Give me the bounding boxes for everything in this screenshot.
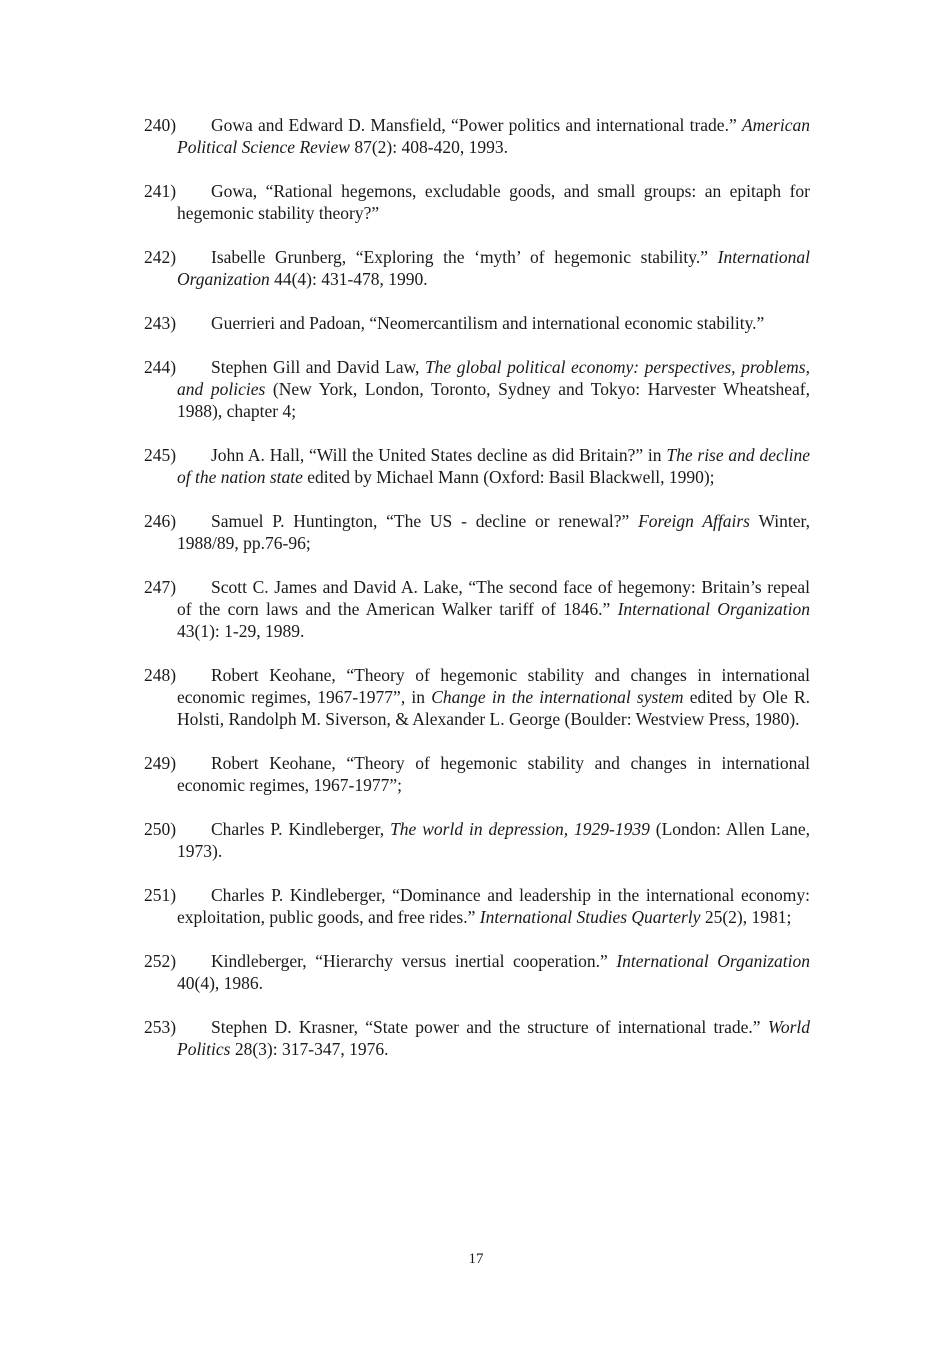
reference-entry — [144, 180, 810, 224]
reference-number: 244) — [144, 357, 177, 377]
reference-text: Stephen Gill and David Law, — [211, 357, 425, 377]
reference-number: 242) — [144, 247, 177, 267]
reference-text: edited by Michael Mann (Oxford: Basil Blackwell, 1990); — [302, 467, 715, 487]
reference-text: Robert Keohane, “Theory of hegemonic stability and changes in international economic regimes, 1967-1977”; — [177, 753, 810, 795]
reference-entry — [144, 312, 810, 334]
reference-title-italic: The world in depression, 1929-1939 — [390, 819, 650, 839]
reference-text: Scott C. James and David A. Lake, “The second face of hegemony: Britain’s repeal of the corn laws and the American Walker tariff of 1846.” — [177, 577, 810, 619]
page-number: 17 — [468, 1251, 484, 1267]
reference-number: 248) — [144, 665, 177, 685]
reference-title-italic: International Organization — [616, 951, 810, 971]
reference-entry — [144, 950, 810, 994]
reference-text: 40(4), 1986. — [177, 973, 264, 993]
reference-text: (New York, London, Toronto, Sydney and Tokyo: Harvester Wheatsheaf, 1988), chapter 4; — [177, 379, 810, 421]
reference-text: John A. Hall, “Will the United States decline as did Britain?” in — [211, 445, 667, 465]
reference-text: Gowa and Edward D. Mansfield, “Power politics and international trade.” — [211, 115, 742, 135]
reference-text: Gowa, “Rational hegemons, excludable goods, and small groups: an epitaph for hegemonic stability theory?” — [177, 181, 810, 223]
reference-title-italic: The rise and decline of the nation state — [177, 445, 811, 487]
reference-entry — [144, 1016, 810, 1060]
reference-text: Winter, 1988/89, pp.76-96; — [177, 511, 811, 553]
reference-text: Charles P. Kindleberger, “Dominance and leadership in the international economy: exploitation, public goods, and free rides.” — [177, 885, 810, 927]
reference-entry — [144, 884, 810, 928]
reference-entry — [144, 444, 810, 488]
reference-number: 247) — [144, 577, 177, 597]
reference-text: Guerrieri and Padoan, “Neomercantilism and international economic stability.” — [211, 313, 765, 333]
reference-entry — [144, 752, 810, 796]
reference-text: Charles P. Kindleberger, — [211, 819, 391, 839]
reference-title-italic: International Organization — [617, 599, 810, 619]
reference-title-italic: International Organization — [177, 247, 810, 289]
reference-title-italic: World Politics — [177, 1017, 810, 1059]
reference-entry — [144, 576, 810, 642]
reference-entry — [144, 510, 810, 554]
reference-text: 25(2), 1981; — [700, 907, 792, 927]
reference-text: (London: Allen Lane, 1973). — [177, 819, 810, 861]
reference-number: 246) — [144, 511, 177, 531]
reference-title-italic: The global political economy: perspectives, problems, and policies — [177, 357, 810, 399]
reference-title-italic: American Political Science Review — [177, 115, 810, 157]
reference-title-italic: Change in the international system — [431, 687, 684, 707]
reference-text: 28(3): 317-347, 1976. — [230, 1039, 389, 1059]
reference-text: 43(1): 1-29, 1989. — [177, 621, 305, 641]
reference-number: 250) — [144, 819, 177, 839]
reference-text: Isabelle Grunberg, “Exploring the ‘myth’ of hegemonic stability.” — [211, 247, 718, 267]
reference-text: 87(2): 408-420, 1993. — [349, 137, 508, 157]
reference-entry — [144, 114, 810, 158]
reference-entry — [144, 246, 810, 290]
reference-text: Robert Keohane, “Theory of hegemonic stability and changes in international economic regimes, 1967-1977”, in — [177, 665, 810, 707]
reference-text: Stephen D. Krasner, “State power and the structure of international trade.” — [211, 1017, 768, 1037]
reference-number: 251) — [144, 885, 177, 905]
reference-text: 44(4): 431-478, 1990. — [269, 269, 428, 289]
reference-text: edited by Ole R. Holsti, Randolph M. Siverson, & Alexander L. George (Boulder: Westview Press, 1980). — [177, 687, 810, 729]
reference-number: 253) — [144, 1017, 177, 1037]
reference-number: 249) — [144, 753, 177, 773]
reference-text: Kindleberger, “Hierarchy versus inertial cooperation.” — [211, 951, 617, 971]
reference-number: 240) — [144, 115, 177, 135]
reference-list — [144, 114, 810, 1082]
reference-number: 245) — [144, 445, 177, 465]
reference-entry — [144, 664, 810, 730]
reference-title-italic: International Studies Quarterly — [479, 907, 701, 927]
reference-entry — [144, 818, 810, 862]
reference-number: 252) — [144, 951, 177, 971]
reference-text: Samuel P. Huntington, “The US - decline or renewal?” — [211, 511, 639, 531]
reference-number: 243) — [144, 313, 177, 333]
reference-number: 241) — [144, 181, 177, 201]
reference-title-italic: Foreign Affairs — [638, 511, 750, 531]
reference-entry — [144, 356, 810, 422]
